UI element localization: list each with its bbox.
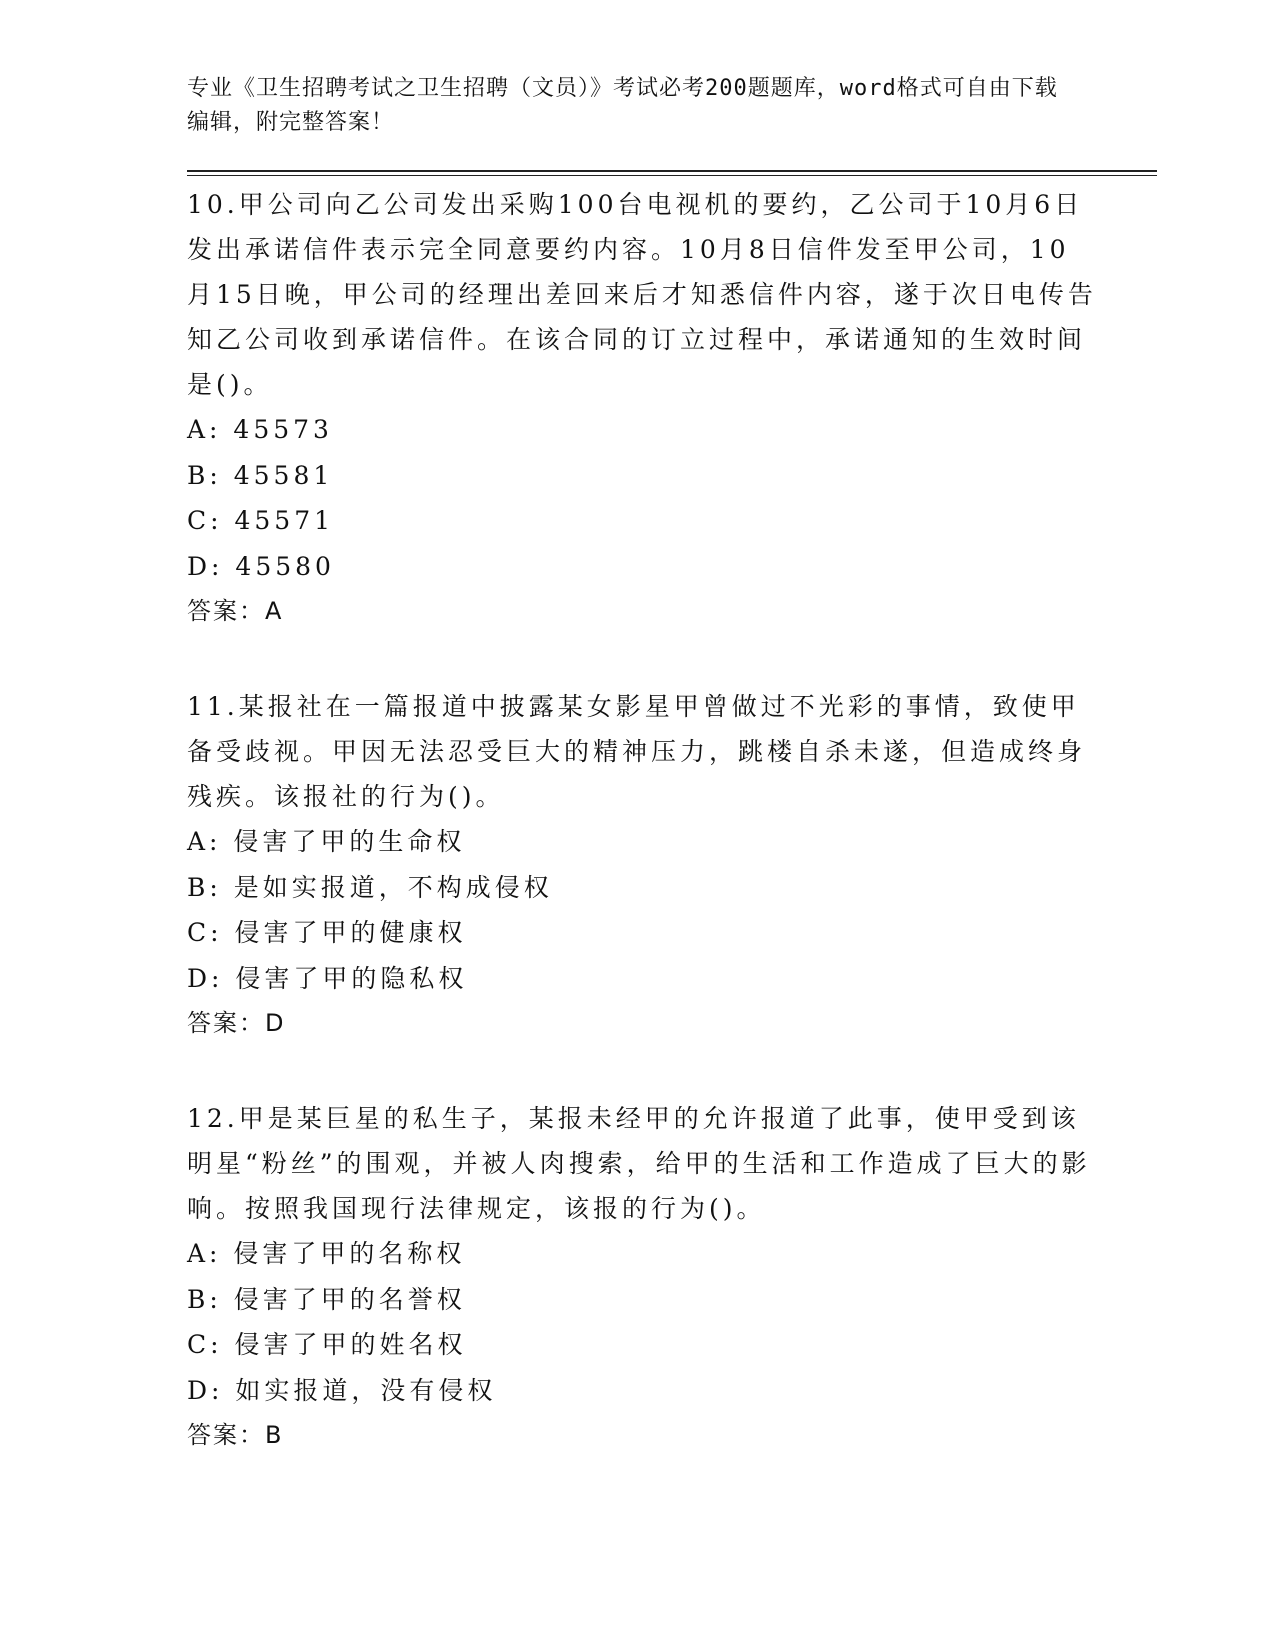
answer-line: 答案：B xyxy=(187,1421,284,1449)
option-b: B: 侵害了甲的名誉权 xyxy=(187,1284,466,1314)
question-11 xyxy=(187,684,1157,1046)
option-d: D: 侵害了甲的隐私权 xyxy=(187,963,468,993)
question-stem: 11.某报社在一篇报道中披露某女影星甲曾做过不光彩的事情，致使甲备受歧视。甲因无法忍受巨大的精神压力，跳楼自杀未遂，但造成终身残疾。该报社的行为()。 xyxy=(187,692,1087,811)
answer-line: 答案：D xyxy=(187,1009,286,1037)
answer-line: 答案：A xyxy=(187,597,284,625)
option-b: B: 45581 xyxy=(187,460,334,490)
question-list xyxy=(187,182,1157,1458)
option-d: D: 如实报道，没有侵权 xyxy=(187,1375,497,1405)
document-header: 专业《卫生招聘考试之卫生招聘（文员）》考试必考200题题库，word格式可自由下载编辑，附完整答案！ xyxy=(187,76,1058,135)
document-page xyxy=(187,72,1157,1508)
option-b: B: 是如实报道，不构成侵权 xyxy=(187,872,553,902)
question-stem: 12.甲是某巨星的私生子，某报未经甲的允许报道了此事，使甲受到该明星“粉丝”的围观，并被人肉搜索，给甲的生活和工作造成了巨大的影响。按照我国现行法律规定，该报的行为()。 xyxy=(187,1104,1091,1223)
divider-thick-line xyxy=(187,170,1157,172)
header-divider xyxy=(187,170,1157,176)
divider-thin-line xyxy=(187,175,1157,176)
option-d: D: 45580 xyxy=(187,551,335,581)
question-stem: 10.甲公司向乙公司发出采购100台电视机的要约，乙公司于10月6日发出承诺信件表示完全同意要约内容。10月8日信件发至甲公司，10月15日晚，甲公司的经理出差回来后才知悉信件内容，遂于次日电传告知乙公司收到承诺信件。在该合同的订立过程中，承诺通知的生效时间是()。 xyxy=(187,190,1097,399)
option-a: A: 侵害了甲的名称权 xyxy=(187,1239,466,1268)
option-a: A: 侵害了甲的生命权 xyxy=(187,827,466,856)
option-a: A: 45573 xyxy=(187,415,333,444)
option-c: C: 45571 xyxy=(187,506,335,535)
question-12 xyxy=(187,1096,1157,1458)
question-10 xyxy=(187,182,1157,634)
option-c: C: 侵害了甲的姓名权 xyxy=(187,1330,467,1359)
option-c: C: 侵害了甲的健康权 xyxy=(187,918,467,947)
